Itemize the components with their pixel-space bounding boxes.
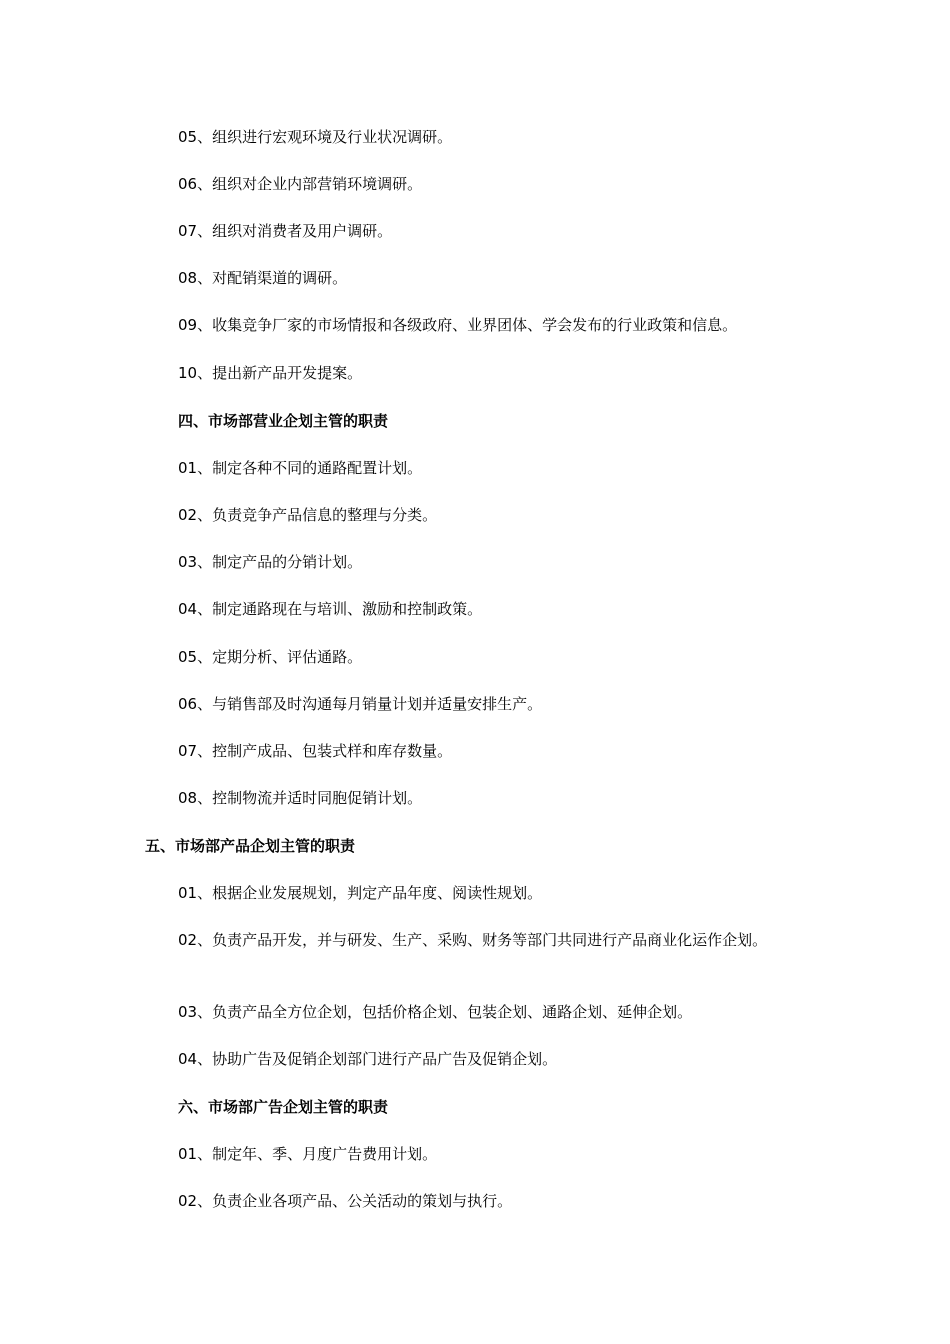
list-item: 06、与销售部及时沟通每月销量计划并适量安排生产。 [178,695,543,713]
list-item: 08、控制物流并适时同胞促销计划。 [178,789,423,807]
list-item: 09、收集竞争厂家的市场情报和各级政府、业界团体、学会发布的行业政策和信息。 [178,316,738,334]
list-item: 04、协助广告及促销企划部门进行产品广告及促销企划。 [178,1050,558,1068]
list-item: 07、控制产成品、包装式样和库存数量。 [178,742,453,760]
list-item: 03、负责产品全方位企划，包括价格企划、包装企划、通路企划、延伸企划。 [178,1003,693,1021]
list-item: 10、提出新产品开发提案。 [178,364,363,382]
list-item: 02、负责竞争产品信息的整理与分类。 [178,506,438,524]
list-item: 04、制定通路现在与培训、激励和控制政策。 [178,600,483,618]
list-item: 05、组织进行宏观环境及行业状况调研。 [178,128,453,146]
list-item: 01、根据企业发展规划，判定产品年度、阅读性规划。 [178,884,543,902]
list-item: 03、制定产品的分销计划。 [178,553,363,571]
section-heading: 五、市场部产品企划主管的职责 [145,837,356,855]
section-heading: 六、市场部广告企划主管的职责 [178,1098,389,1116]
list-item: 02、负责企业各项产品、公关活动的策划与执行。 [178,1192,513,1210]
list-item: 05、定期分析、评估通路。 [178,648,363,666]
list-item: 01、制定年、季、月度广告费用计划。 [178,1145,438,1163]
list-item: 06、组织对企业内部营销环境调研。 [178,175,423,193]
section-heading: 四、市场部营业企划主管的职责 [178,412,389,430]
list-item: 01、制定各种不同的通路配置计划。 [178,459,423,477]
list-item: 02、负责产品开发，并与研发、生产、采购、财务等部门共同进行产品商业化运作企划。 [178,931,768,949]
list-item: 08、对配销渠道的调研。 [178,269,348,287]
list-item: 07、组织对消费者及用户调研。 [178,222,393,240]
